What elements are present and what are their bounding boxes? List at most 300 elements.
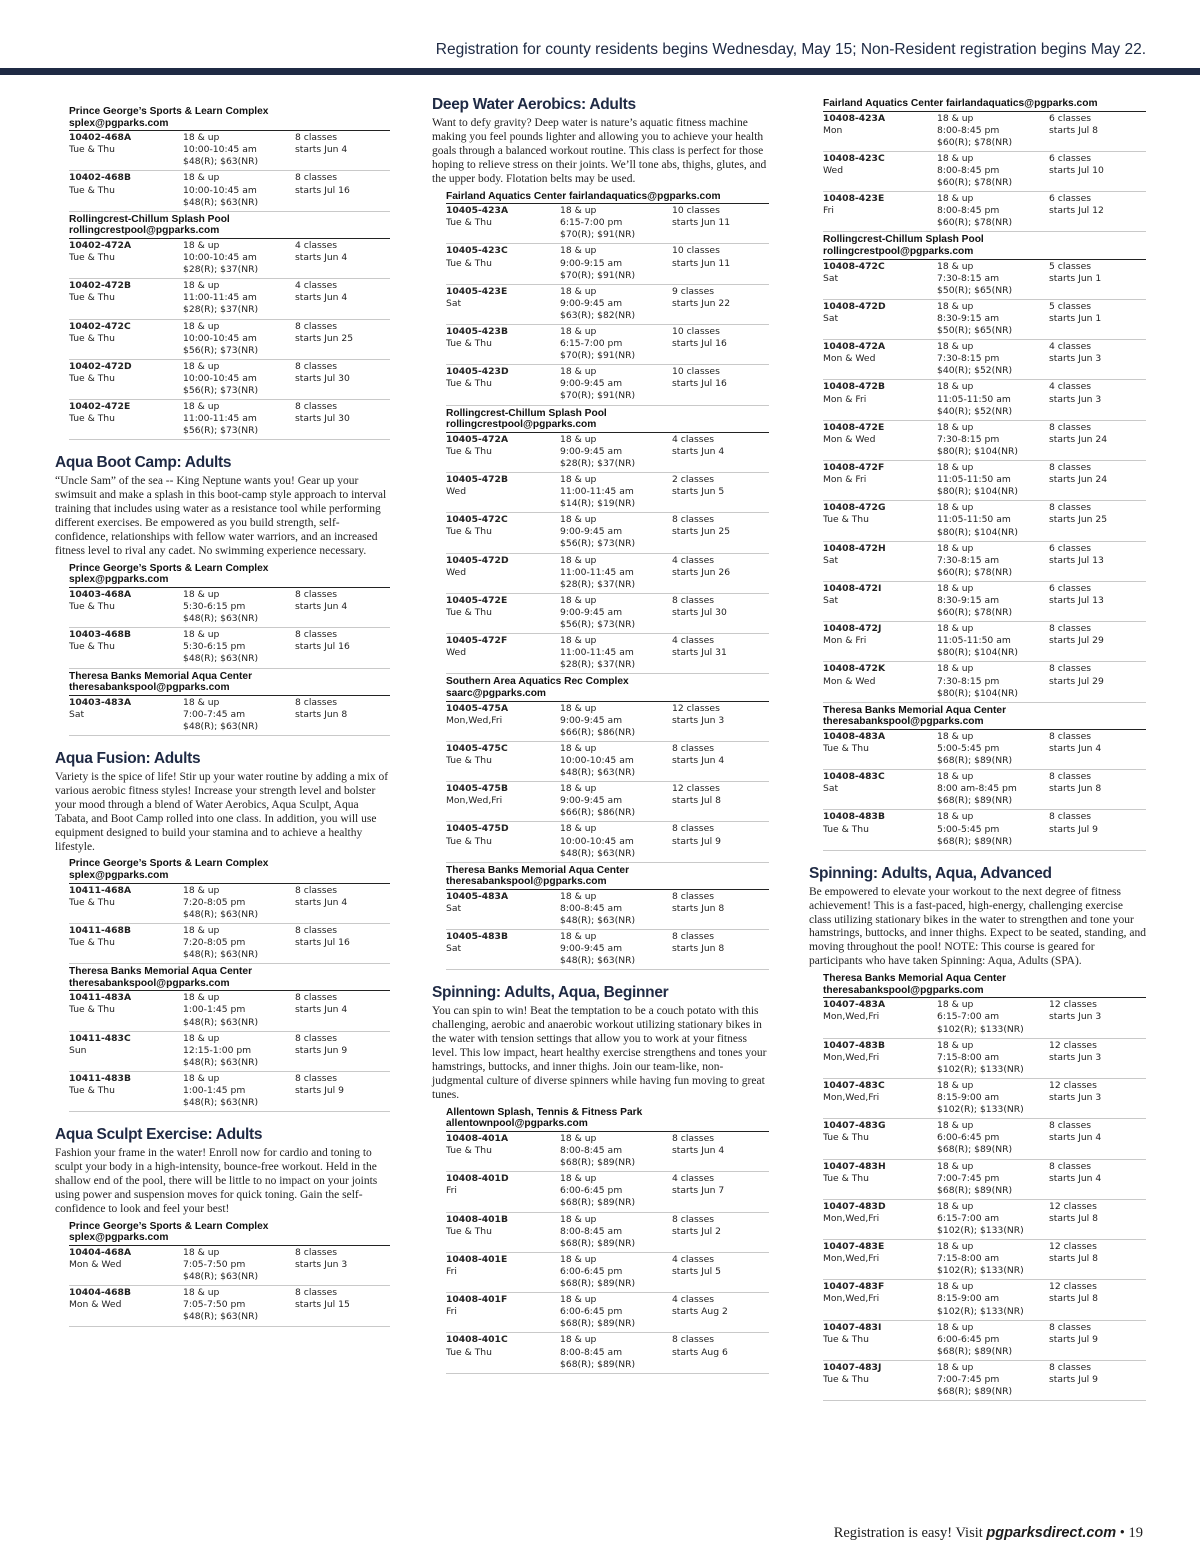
location-block [446, 406, 769, 675]
class-count: 8 classes [1049, 1321, 1092, 1333]
class-start: starts Jul 2 [672, 1225, 721, 1237]
class-age: 18 & up [183, 280, 220, 292]
class-time-cell [183, 992, 295, 1028]
class-count: 5 classes [1049, 260, 1092, 272]
class-code: 10405-472A [446, 433, 509, 445]
class-count: 8 classes [1049, 771, 1092, 783]
class-days: Mon & Wed [823, 675, 876, 687]
class-count: 8 classes [295, 1287, 338, 1299]
class-row [69, 320, 390, 360]
class-days: Sat [69, 708, 85, 720]
class-fee: $68(R); $89(NR) [560, 1157, 636, 1169]
class-count: 12 classes [1049, 1200, 1097, 1212]
class-time-cell [183, 925, 295, 961]
class-days: Mon & Wed [69, 1299, 122, 1311]
class-row [446, 285, 769, 325]
class-row [446, 1293, 769, 1333]
class-age: 18 & up [183, 1072, 220, 1084]
class-time: 8:00-8:45 am [560, 1145, 623, 1157]
class-code-cell [823, 502, 937, 538]
class-fee: $102(R); $133(NR) [937, 1224, 1024, 1236]
class-start: starts Jul 13 [1049, 594, 1104, 606]
class-age: 18 & up [560, 205, 597, 217]
class-start: starts Jul 16 [295, 184, 350, 196]
class-fee: $68(R); $89(NR) [560, 1197, 636, 1209]
class-time: 9:00-9:45 am [560, 297, 623, 309]
class-row [446, 1172, 769, 1212]
location-name: Prince George’s Sports & Learn Complex [69, 858, 269, 870]
class-days: Mon [823, 124, 843, 136]
class-count: 12 classes [1049, 1241, 1097, 1253]
class-code-cell [69, 240, 183, 276]
class-age: 18 & up [937, 1079, 974, 1091]
class-code-cell [823, 663, 937, 699]
class-time: 7:30-8:15 pm [937, 433, 1000, 445]
class-row [446, 244, 769, 284]
class-time-cell [183, 589, 295, 625]
class-count: 8 classes [1049, 811, 1092, 823]
class-code-cell [823, 731, 937, 767]
class-fee: $70(R); $91(NR) [560, 269, 636, 281]
class-fee: $68(R); $89(NR) [560, 1358, 636, 1370]
class-count: 4 classes [672, 554, 715, 566]
class-row [823, 730, 1146, 770]
class-code-cell [69, 321, 183, 357]
class-start: starts Jun 4 [1049, 1132, 1102, 1144]
location-email[interactable]: splex@pgparks.com [69, 1232, 169, 1244]
class-start: starts Jul 16 [672, 378, 727, 390]
class-time: 8:15-9:00 am [937, 1293, 1000, 1305]
class-start: starts Jun 4 [672, 445, 725, 457]
class-fee: $68(R); $89(NR) [937, 1144, 1013, 1156]
class-count: 8 classes [672, 823, 715, 835]
class-start: starts Jun 3 [1049, 1092, 1102, 1104]
class-row [823, 582, 1146, 622]
class-time-cell [560, 434, 672, 470]
class-code: 10405-472C [446, 514, 508, 526]
class-code: 10408-401C [446, 1334, 508, 1346]
class-start: starts Jul 5 [672, 1265, 721, 1277]
class-count-cell [672, 514, 769, 550]
class-code: 10405-472F [446, 635, 508, 647]
class-days: Tue & Thu [446, 1346, 492, 1358]
location-name: Theresa Banks Memorial Aqua Center [69, 966, 253, 978]
class-code: 10405-423E [446, 285, 508, 297]
column-left [55, 96, 390, 1327]
class-age: 18 & up [937, 1200, 974, 1212]
class-count: 8 classes [295, 992, 338, 1004]
class-code: 10405-475D [446, 823, 509, 835]
class-count-cell [672, 474, 769, 510]
class-code-cell [446, 1173, 560, 1209]
class-start: starts Jun 3 [672, 714, 725, 726]
program-description: Be empowered to elevate your workout to the next degree of fitness achievement! This is a fast-paced, high-energy, challenging exercise class utilizing stationary bikes in the water to strengthen and tone your hamstrings, buttocks, and inner thighs. Expect to be seated, standing, and moving throughout the pool! NOTE: This course is geared for participants who have taken Spinning: Aqua, Adults (SPA). [809, 885, 1146, 968]
class-time: 5:00-5:45 pm [937, 743, 1000, 754]
class-count-cell [672, 366, 769, 402]
class-start: starts Jul 9 [1049, 1333, 1098, 1345]
class-days: Tue & Thu [823, 1374, 869, 1385]
class-days: Sat [823, 554, 839, 566]
class-fee: $28(R); $37(NR) [183, 264, 259, 276]
location-block [446, 1105, 769, 1374]
class-code: 10402-472A [69, 239, 132, 251]
class-code-cell [69, 1287, 183, 1323]
program-section [809, 865, 1146, 1401]
class-start: starts Jun 5 [672, 486, 725, 498]
class-code: 10405-472E [446, 594, 508, 606]
class-time: 8:00 am-8:45 pm [937, 783, 1017, 795]
location-email[interactable]: splex@pgparks.com [69, 574, 169, 586]
class-fee: $48(R); $63(NR) [183, 196, 259, 208]
class-time-cell [937, 1201, 1049, 1237]
class-age: 18 & up [560, 1253, 597, 1265]
class-time-cell [560, 1214, 672, 1250]
class-age: 18 & up [937, 341, 974, 353]
class-time: 11:05-11:50 am [937, 635, 1011, 647]
class-age: 18 & up [183, 239, 220, 251]
class-fee: $68(R); $89(NR) [937, 1386, 1013, 1398]
class-count: 4 classes [1049, 381, 1092, 393]
location-header [446, 406, 769, 433]
class-time-cell [183, 361, 295, 397]
class-count-cell [672, 245, 769, 281]
program-section [55, 104, 390, 440]
class-time-cell [560, 743, 672, 779]
class-count: 8 classes [295, 588, 338, 600]
class-count-cell [295, 697, 390, 733]
location-header [446, 674, 769, 701]
location-name: Allentown Splash, Tennis & Fitness Park [446, 1106, 643, 1118]
class-code-cell [823, 1241, 937, 1277]
location-email[interactable]: splex@pgparks.com [69, 117, 169, 129]
class-days: Tue & Thu [446, 257, 492, 269]
class-start: starts Jun 3 [295, 1259, 348, 1271]
class-age: 18 & up [937, 1039, 974, 1051]
class-count: 8 classes [295, 696, 338, 708]
class-row [69, 991, 390, 1031]
class-time-cell [560, 514, 672, 550]
class-code: 10408-472H [823, 542, 886, 554]
class-time-cell [183, 1073, 295, 1109]
location-email[interactable]: rollingcrestpool@pgparks.com [69, 225, 220, 237]
class-count-cell [295, 992, 390, 1028]
class-code: 10407-483H [823, 1160, 886, 1172]
class-code-cell [823, 462, 937, 498]
class-code-cell [69, 629, 183, 665]
class-count: 10 classes [672, 205, 720, 217]
class-code: 10408-483A [823, 730, 886, 742]
class-start: starts Jun 4 [295, 1004, 348, 1016]
class-time-cell [183, 280, 295, 316]
class-code-cell [823, 999, 937, 1035]
class-count-cell [672, 891, 769, 927]
class-days: Tue & Thu [446, 606, 492, 618]
class-count-cell [1049, 502, 1146, 538]
class-time: 7:15-8:00 am [937, 1051, 1000, 1063]
class-days: Tue & Thu [69, 896, 115, 908]
footer-separator: • [1116, 1525, 1129, 1541]
class-code: 10405-423C [446, 245, 508, 257]
class-count: 2 classes [672, 474, 715, 485]
location-email[interactable]: theresabankspool@pgparks.com [446, 876, 607, 888]
program-title: Spinning: Adults, Aqua, Advanced [809, 864, 1052, 882]
class-days: Sat [823, 783, 839, 795]
class-code: 10408-472A [823, 341, 886, 353]
class-row [446, 473, 769, 513]
class-count-cell [1049, 811, 1146, 847]
class-time-cell [937, 113, 1049, 149]
class-code-cell [69, 361, 183, 397]
location-email[interactable]: rollingcrestpool@pgparks.com [823, 246, 974, 258]
class-code-cell [823, 623, 937, 659]
class-code: 10408-472G [823, 502, 886, 514]
location-email[interactable]: saarc@pgparks.com [446, 688, 546, 699]
class-count-cell [295, 885, 390, 921]
class-time-cell [560, 245, 672, 281]
class-age: 18 & up [560, 325, 597, 337]
class-time: 6:15-7:00 pm [560, 217, 623, 229]
class-time-cell [560, 595, 672, 631]
class-code-cell [446, 434, 560, 470]
class-days: Tue & Thu [446, 338, 492, 350]
class-code: 10405-475C [446, 742, 508, 754]
class-time: 7:00-7:45 pm [937, 1172, 1000, 1184]
class-days: Tue & Thu [823, 743, 869, 754]
class-start: starts Jun 8 [672, 903, 725, 914]
class-time-cell [560, 931, 672, 967]
class-count: 12 classes [672, 702, 720, 714]
class-count-cell [1049, 1281, 1146, 1317]
class-code: 10402-468A [69, 132, 132, 144]
class-count-cell [1049, 1201, 1146, 1237]
class-fee: $48(R); $63(NR) [183, 1056, 259, 1068]
class-start: starts Jul 16 [295, 937, 350, 948]
class-age: 18 & up [937, 1361, 974, 1373]
class-row [446, 513, 769, 553]
class-row [823, 1361, 1146, 1401]
class-code-cell [823, 1040, 937, 1076]
class-fee: $80(R); $104(NR) [937, 647, 1018, 659]
class-days: Tue & Thu [69, 601, 115, 613]
location-name: Theresa Banks Memorial Aqua Center [69, 670, 253, 682]
class-row [823, 810, 1146, 850]
class-start: starts Jun 4 [295, 896, 348, 908]
class-row [69, 1246, 390, 1286]
class-fee: $28(R); $37(NR) [560, 578, 636, 590]
class-fee: $56(R); $73(NR) [183, 344, 259, 356]
location-email[interactable]: theresabankspool@pgparks.com [823, 716, 984, 728]
class-start: starts Jun 4 [295, 601, 348, 613]
class-time: 9:00-9:45 am [560, 943, 623, 955]
location-block [69, 964, 390, 1112]
class-time-cell [937, 1161, 1049, 1197]
location-name: Rollingcrest-Chillum Splash Pool [69, 213, 230, 225]
footer-site-link[interactable]: pgparksdirect.com [986, 1525, 1117, 1541]
location-email[interactable]: rollingcrestpool@pgparks.com [446, 419, 597, 431]
location-email[interactable]: theresabankspool@pgparks.com [69, 682, 230, 694]
class-row [446, 822, 769, 862]
class-time-cell [183, 240, 295, 276]
class-fee: $28(R); $37(NR) [560, 457, 636, 469]
class-count-cell [1049, 462, 1146, 498]
header-rule [0, 68, 1200, 75]
class-count-cell [672, 1254, 769, 1290]
class-row [823, 340, 1146, 380]
class-days: Sat [823, 594, 839, 606]
class-count-cell [672, 635, 769, 671]
class-count-cell [1049, 1322, 1146, 1358]
class-age: 18 & up [560, 1173, 597, 1185]
class-count-cell [1049, 1080, 1146, 1116]
class-fee: $48(R); $63(NR) [183, 1016, 259, 1028]
class-count: 4 classes [672, 635, 715, 647]
class-days: Tue & Thu [446, 1145, 492, 1157]
class-count-cell [295, 132, 390, 168]
class-time: 10:00-10:45 am [183, 332, 257, 344]
class-time: 12:15-1:00 pm [183, 1044, 252, 1056]
class-count: 4 classes [672, 1294, 715, 1306]
class-time: 6:00-6:45 pm [937, 1333, 1000, 1345]
class-count-cell [295, 1287, 390, 1323]
class-row [823, 1119, 1146, 1159]
location-header [823, 971, 1146, 998]
class-age: 18 & up [937, 462, 974, 474]
class-code: 10411-483A [69, 992, 132, 1004]
class-code-cell [823, 771, 937, 807]
class-age: 18 & up [560, 702, 597, 714]
program-description: Variety is the spice of life! Stir up your water routine by adding a mix of various aerobic fitness styles! Increase your strength level and bolster your mood through a blend of Water Aerobics, Aqua Sculpt, Aqua Tabata, and Boot Camp rolled into one class. In addition, you will use equipment designed to build your stamina and to achieve a healthy lifestyle. [55, 771, 389, 853]
class-fee: $80(R); $104(NR) [937, 445, 1018, 457]
class-time: 6:00-6:45 pm [937, 1132, 1000, 1144]
class-code-cell [823, 193, 937, 229]
class-count: 9 classes [672, 285, 715, 297]
class-row [446, 594, 769, 634]
class-time: 9:00-9:15 am [560, 257, 623, 269]
class-time: 9:00-9:45 am [560, 445, 623, 457]
class-count: 12 classes [672, 783, 720, 795]
class-count-cell [1049, 113, 1146, 149]
class-code-cell [69, 1033, 183, 1069]
class-row [69, 884, 390, 924]
class-days: Tue & Thu [823, 1333, 869, 1345]
class-age: 18 & up [937, 582, 974, 594]
class-age: 18 & up [183, 924, 220, 936]
class-count: 8 classes [672, 1334, 715, 1346]
class-code: 10408-401A [446, 1133, 509, 1144]
class-count: 12 classes [1049, 1039, 1097, 1051]
class-time: 7:00-7:45 pm [937, 1374, 1000, 1385]
class-age: 18 & up [937, 152, 974, 164]
class-days: Mon & Fri [823, 635, 867, 647]
class-code-cell [823, 811, 937, 847]
class-row [823, 501, 1146, 541]
class-fee: $80(R); $104(NR) [937, 526, 1018, 538]
class-time-cell [937, 999, 1049, 1035]
class-time: 8:00-8:45 pm [937, 124, 1000, 136]
class-days: Mon,Wed,Fri [823, 1011, 880, 1023]
location-block [823, 232, 1146, 702]
class-count-cell [1049, 1120, 1146, 1156]
location-header [69, 669, 390, 696]
class-fee: $60(R); $78(NR) [937, 177, 1013, 189]
class-time: 8:15-9:00 am [937, 1092, 1000, 1104]
class-code-cell [823, 1080, 937, 1116]
location-email[interactable]: theresabankspool@pgparks.com [69, 977, 230, 989]
class-code: 10411-468A [69, 884, 132, 896]
class-age: 18 & up [560, 554, 597, 566]
class-time-cell [560, 326, 672, 362]
class-code: 10405-423D [446, 366, 509, 378]
location-email[interactable]: splex@pgparks.com [69, 870, 169, 882]
class-age: 18 & up [560, 1133, 597, 1144]
class-fee: $70(R); $91(NR) [560, 229, 636, 241]
class-age: 18 & up [560, 783, 597, 795]
class-count: 4 classes [295, 280, 338, 292]
program-description: Fashion your frame in the water! Enroll now for cardio and toning to sculpt your body in a high-intensity, bounce-free workout. Held in the shallow end of the pool, there will be little to no impact on your joints using power and suspension moves for quick toning. Gain the self-confidence to look and feel your best! [55, 1147, 378, 1215]
location-email[interactable]: allentownpool@pgparks.com [446, 1118, 588, 1130]
class-days: Mon,Wed,Fri [823, 1092, 880, 1104]
location-header [69, 561, 390, 588]
class-age: 18 & up [560, 433, 597, 445]
class-code-cell [446, 1334, 560, 1370]
class-code-cell [69, 992, 183, 1028]
class-code-cell [69, 1073, 183, 1109]
class-start: starts Jul 30 [295, 413, 350, 425]
class-fee: $68(R); $89(NR) [937, 1184, 1013, 1196]
class-time-cell [560, 823, 672, 859]
class-count-cell [672, 434, 769, 470]
class-count: 8 classes [1049, 1120, 1092, 1132]
class-time-cell [937, 462, 1049, 498]
class-days: Sun [69, 1044, 87, 1056]
class-days: Mon,Wed,Fri [823, 1212, 880, 1224]
class-count: 8 classes [295, 401, 338, 413]
class-time: 10:00-10:45 am [560, 754, 634, 766]
class-count: 8 classes [672, 1213, 715, 1225]
class-time: 7:05-7:50 pm [183, 1259, 246, 1271]
class-count-cell [672, 205, 769, 241]
class-count-cell [1049, 341, 1146, 377]
location-header [69, 964, 390, 991]
class-count: 8 classes [295, 924, 338, 936]
class-days: Tue & Thu [69, 292, 115, 304]
class-start: starts Jul 8 [1049, 1293, 1098, 1305]
page-footer [834, 1525, 1143, 1542]
class-count-cell [672, 703, 769, 739]
class-count: 12 classes [1049, 999, 1097, 1011]
location-header [446, 189, 769, 205]
class-count: 5 classes [1049, 300, 1092, 312]
class-code: 10408-472E [823, 421, 885, 433]
class-fee: $14(R); $19(NR) [560, 498, 636, 510]
class-days: Tue & Thu [446, 754, 492, 766]
class-code-cell [823, 113, 937, 149]
class-count: 8 classes [295, 132, 338, 144]
class-fee: $28(R); $37(NR) [183, 304, 259, 316]
class-start: starts Jul 8 [1049, 1253, 1098, 1265]
class-time: 9:00-9:45 am [560, 795, 623, 807]
class-row [69, 131, 390, 171]
class-count-cell [1049, 1161, 1146, 1197]
class-row [446, 1213, 769, 1253]
class-code: 10408-423C [823, 152, 885, 164]
location-email[interactable]: theresabankspool@pgparks.com [823, 984, 984, 996]
class-age: 18 & up [937, 1281, 974, 1293]
class-time-cell [560, 1334, 672, 1370]
class-code: 10408-472K [823, 663, 886, 675]
class-count: 8 classes [295, 360, 338, 372]
class-time: 8:30-9:15 am [937, 313, 1000, 324]
